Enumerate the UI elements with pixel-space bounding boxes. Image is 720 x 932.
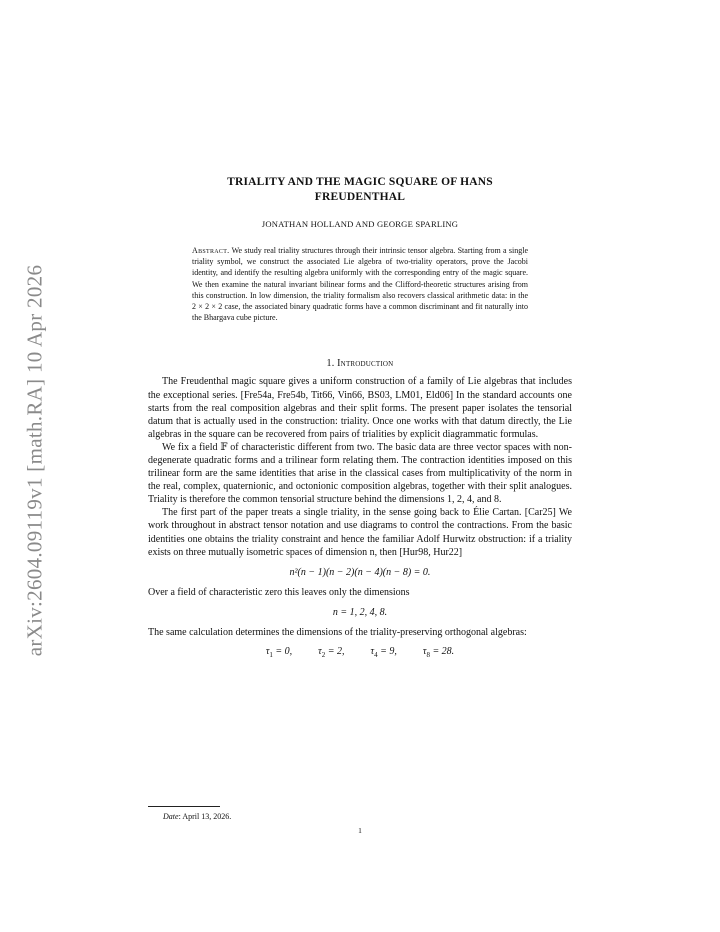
arxiv-identifier: arXiv:2604.09119v1 [math.RA] 10 Apr 2026 bbox=[22, 264, 47, 656]
footnote-date bbox=[163, 812, 231, 821]
paragraph: We fix a field 𝔽 of characteristic different from two. The basic data are three vector spaces with non-degenerate quadratic forms and a trilinear form relating them. The contraction identities imposed on this trilinear form are the same identities that arise in the classical cases from multiplicativity of the norm in the real, complex, quaternionic, and octonionic composition algebras, together with their split analogues. Triality is therefore the common tensorial structure behind the dimensions 1, 2, 4, and 8. bbox=[148, 441, 572, 506]
page-number: 1 bbox=[358, 826, 362, 835]
section-title: Introduction bbox=[337, 358, 394, 370]
abstract-text: We study real triality structures through their intrinsic tensor algebra. Starting from a single triality symbol, we construct the associated Lie algebra of two-triality operators, prove the Jacobi identity, and identify the resulting algebra uniformly with the corresponding entry of the magic square. We then examine the natural invariant bilinear forms and the Clifford-theoretic structures arising from this construction. In low dimension, the triality formalism also recovers classical arithmetic data: in the 2 × 2 × 2 case, the associated binary quadratic forms have a common discriminant and fit naturally into the Bhargava cube picture. bbox=[192, 246, 528, 323]
section-heading bbox=[148, 358, 572, 369]
paragraph: The same calculation determines the dimensions of the triality-preserving orthogonal algebras: bbox=[148, 627, 527, 639]
equation-dimensions: n = 1, 2, 4, 8. bbox=[332, 606, 388, 618]
tau-term: $\tau_2 = 2$, bbox=[318, 646, 345, 660]
paper-page bbox=[148, 170, 572, 662]
equation-tau-values bbox=[148, 645, 572, 662]
abstract bbox=[192, 245, 528, 323]
title-line-1: TRIALITY AND THE MAGIC SQUARE OF HANS bbox=[227, 176, 493, 188]
footnote-rule bbox=[148, 806, 220, 807]
footnote-label: Date bbox=[163, 812, 179, 821]
tau-term: $\tau_4 = 9$, bbox=[370, 646, 397, 660]
section-number: 1. bbox=[326, 358, 335, 370]
paper-title bbox=[148, 175, 572, 205]
equation-hurwitz: n²(n − 1)(n − 2)(n − 4)(n − 8) = 0. bbox=[289, 566, 431, 578]
paragraph: Over a field of characteristic zero this leaves only the dimensions bbox=[148, 586, 410, 598]
footnote-text: : April 13, 2026. bbox=[178, 812, 232, 821]
abstract-label: Abstract. bbox=[192, 246, 230, 255]
section-body bbox=[148, 375, 572, 662]
tau-term: $\tau_8 = 28$. bbox=[422, 646, 455, 660]
paragraph: The first part of the paper treats a single triality, in the sense going back to Élie Cartan. [Car25] We work throughout in abstract tensor notation and use diagrams to control the contractions. From the basic identities one obtains the triality constraint and hence the familiar Adolf Hurwitz obstruction: if a triality exists on three mutually isometric spaces of dimension n, then [Hur98, Hur22] bbox=[148, 507, 572, 558]
tau-term: $\tau_1 = 0$, bbox=[265, 646, 293, 660]
paragraph: The Freudenthal magic square gives a uniform construction of a family of Lie algebras that includes the exceptional series. [Fre54a, Fre54b, Tit66, Vin66, BS03, LM01, Eld06] In the standard accounts one starts from the real composition algebras and their split forms. The present paper isolates the tensorial datum that is actually used in the construction: triality. Once one works with that datum directly, the Lie algebras in the square can be recovered from pairs of trialities by explicit diagrammatic formulas. bbox=[148, 376, 572, 440]
arxiv-side-stamp bbox=[14, 250, 56, 670]
title-line-2: FREUDENTHAL bbox=[314, 191, 406, 203]
authors: JONATHAN HOLLAND AND GEORGE SPARLING bbox=[261, 219, 459, 229]
